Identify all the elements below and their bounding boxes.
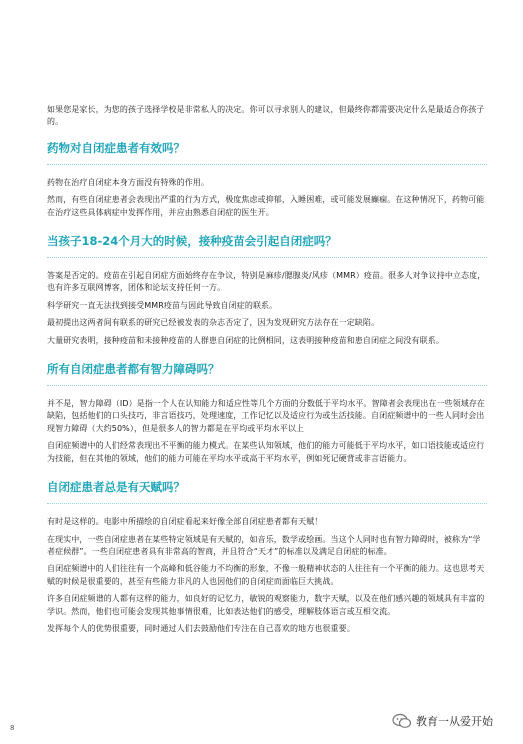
section-divider	[47, 257, 487, 258]
paragraph: 发挥每个人的优势很重要，同时通过人们去鼓励他们专注在自己喜欢的地方也很重要。	[47, 623, 355, 633]
section-heading-intellectual-disability	[47, 362, 487, 386]
section-divider	[47, 385, 487, 386]
section-title: 自闭症患者总是有天赋吗？	[47, 480, 185, 495]
page-number: 8	[10, 724, 15, 732]
section-divider	[47, 503, 487, 504]
paragraph: 有时是这样的。电影中所描绘的自闭症看起来好像全部自闭症患者都有天赋！	[47, 517, 323, 527]
section-divider	[47, 164, 487, 165]
paragraph: 在现实中，一些自闭症患者在某些特定领域是有天赋的，如音乐，数学或绘画。当这个人同时也有智力障碍时，被称为“学者症候群”。一些自闭症患者具有非常高的智商，并且符合“天才”的标准以及满足自闭症的标准。	[47, 534, 481, 556]
section-heading-medication	[47, 141, 487, 165]
paragraph: 药物在治疗自闭症本身方面没有特殊的作用。	[47, 177, 209, 187]
section-title: 药物对自闭症患者有效吗？	[47, 140, 185, 155]
document-body	[47, 104, 487, 640]
paragraph: 最初提出这两者间有联系的研究已经被发表的杂志否定了，因为发现研究方法存在一定缺陷。	[47, 318, 380, 328]
section-title: 当孩子18-24个月大的时候，接种疫苗会引起自闭症吗？	[47, 234, 337, 249]
paragraph: 科学研究一直无法找到接受MMR疫苗与因此导致自闭症的联系。	[47, 300, 278, 310]
paragraph: 自闭症频谱中的人们往往有一个高峰和低谷能力不均衡的形象，不像一般精神状态的人往往有一个平衡的能力。这也思考天赋的时候是很重要的，甚至有些能力非凡的人也因他们的自闭症而面临巨大挑战。	[47, 564, 485, 586]
wechat-watermark	[392, 713, 493, 729]
intro-paragraph: 如果您是家长，为您的孩子选择学校是非常私人的决定。你可以寻求别人的建议，但最终你都需要决定什么是最适合你孩子的。	[47, 105, 485, 127]
wechat-icon	[392, 713, 412, 729]
section-heading-vaccine	[47, 234, 487, 258]
paragraph: 许多自闭症频谱的人都有这样的能力，如良好的记忆力，敏锐的观察能力，数字天赋，以及在他们感兴趣的领域具有丰富的学识。然而，他们也可能会发现其他事情很难，比如表达他们的感受，理解肢体语言或互相交流。	[47, 594, 485, 616]
section-title: 所有自闭症患者都有智力障碍吗？	[47, 362, 220, 377]
section-heading-talent	[47, 480, 487, 504]
paragraph: 并不是，智力障碍（ID）是指一个人在认知能力和适应性等几个方面的分数低于平均水平。智障者会表现出在一些领域存在缺陷，包括他们的口头技巧，非言语技巧，处理速度，工作记忆以及适应行为或生活技能。自闭症频谱中的一些人同时会出现智力障碍（大约50%），但是很多人的智力都是在平均或平均水平以上	[47, 399, 486, 433]
paragraph: 自闭症频谱中的人们经常表现出不平衡的能力模式。在某些认知领域，他们的能力可能低于平均水平，如口语技能或适应行为技能，但在其他的领域，他们的能力可能在平均水平或高于平均水平，例如死记硬背或非言语能力。	[47, 441, 485, 463]
paragraph: 答案是否定的。疫苗在引起自闭症方面始终存在争议，特别是麻疹/腮腺炎/风疹（MMR）疫苗。很多人对争议持中立态度，也有许多互联网博客，团体和论坛支持任何一方。	[47, 271, 486, 293]
watermark-text: 教育一从爱开始	[416, 715, 493, 728]
paragraph: 大量研究表明，接种疫苗和未接种疫苗的人群患自闭症的比例相同，这表明接种疫苗和患自闭症之间没有联系。	[47, 335, 444, 345]
paragraph: 然而，有些自闭症患者会表现出严重的行为方式，极度焦虑或抑郁，入睡困难，或可能发展癫痫。在这种情况下，药物可能在治疗这些具体病症中发挥作用，并应由熟悉自闭症的医生开。	[47, 195, 485, 217]
